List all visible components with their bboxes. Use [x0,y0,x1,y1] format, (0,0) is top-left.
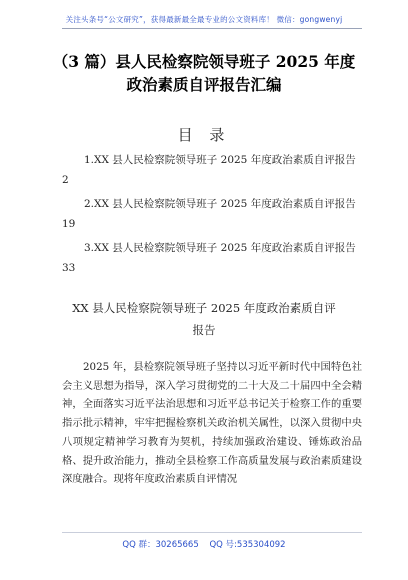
toc-item-3-link[interactable]: 3.XX 县人民检察院领导班子 2025 年度政治素质自评报告 [84,242,356,254]
footer-divider [62,532,362,533]
footer-qq-group: QQ 群：30265665 [122,540,199,550]
section-title-line-2: 报告 [192,323,216,337]
toc-item-1-page: 2 [62,174,69,186]
toc-item-3-page: 33 [62,262,76,274]
footer-qq-number: QQ 号:535304092 [209,540,286,550]
section-title-line-1: XX 县人民检察院领导班子 2025 年度政治素质自评 [72,301,336,315]
section-title [0,297,408,341]
body-paragraph [62,358,362,489]
header-banner: 关注头条号“公文研究”，获得最新最全最专业的公文资料库！ 微信：gongwenyj [65,15,343,24]
document-title-line-1: （3 篇）县人民检察院领导班子 2025 年度 [52,52,356,71]
toc-item-2-page: 19 [62,218,76,230]
document-title-line-2: 政治素质自评报告汇编 [126,75,282,94]
footer-contact [0,538,408,550]
document-title [24,50,384,96]
toc-heading: 目 录 [177,126,231,144]
toc-item-2-link[interactable]: 2.XX 县人民检察院领导班子 2025 年度政治素质自评报告 [84,198,356,210]
header-divider [62,28,362,29]
body-paragraph-text: 2025 年，县检察院领导班子坚持以习近平新时代中国特色社会主义思想为指导，深入学习贯彻党的二十大及二十届四中全会精神，全面落实习近平法治思想和习近平总书记关于检察工作的重要指示批示精神，牢牢把握检察机关政治机关属性，以深入贯彻中央八项规定精神学习教育为契机，持续加强政治建设、锤炼政治品格、提升政治能力，推动全县检察工作高质量发展与政治素质建设深度融合。现将年度政治素质自评情况 [62,361,362,486]
toc-item-1-link[interactable]: 1.XX 县人民检察院领导班子 2025 年度政治素质自评报告 [84,154,356,166]
